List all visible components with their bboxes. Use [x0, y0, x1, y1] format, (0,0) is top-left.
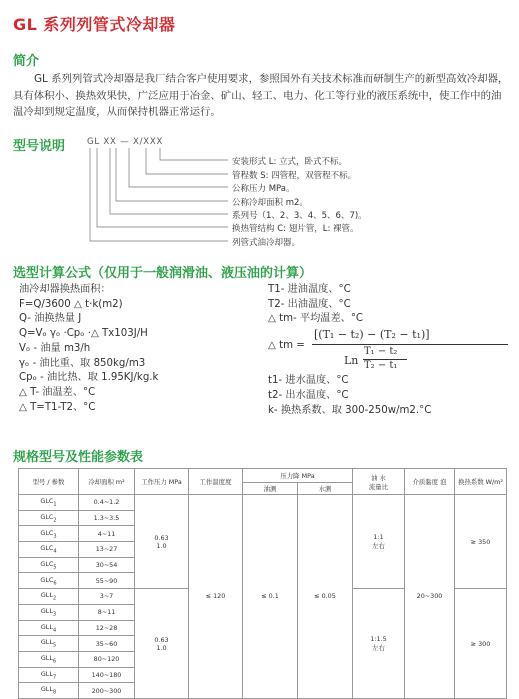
header-visc: 介质黏度 泡: [405, 469, 455, 495]
model-label-area: 公称冷却面积 m2。: [232, 198, 308, 208]
header-pressure: 工作压力 MPa: [135, 469, 189, 495]
model-label-series: 系列号（1、2、3、4、5、6、7)。: [232, 211, 367, 221]
header-ratio: 油 水 流量比: [353, 469, 405, 495]
intro-heading: 简介: [13, 54, 40, 69]
model-cell: $GLL_7$: [19, 667, 79, 683]
model-heading: 型号说明: [13, 139, 66, 154]
model-cell: $GLL_6$: [19, 651, 79, 667]
calc-line: Q- 油换热量 J: [19, 313, 82, 325]
page-title: GL 系列列管式冷却器: [13, 15, 176, 34]
calc-line: 油冷却器换热面积：: [19, 284, 111, 295]
model-cell: $GLL_4$: [19, 620, 79, 636]
calc-line: k- 换热系数、取 300-250w/m2.°C: [268, 405, 432, 416]
area-cell: 4~11: [79, 526, 135, 542]
calc-line: △ T- 油温差、°C: [19, 386, 96, 398]
calc-line: T2- 出油温度、°C: [268, 298, 351, 310]
model-code: GL XX — X/XXX: [87, 137, 164, 147]
calc-left-column: [19, 283, 158, 415]
header-area: 冷却面积 m²: [79, 469, 135, 495]
model-label-tube: 换热管结构 C: 翅片管，L: 裸管。: [232, 224, 359, 234]
header-temp: 工作温度度: [189, 469, 243, 495]
formula-numerator: [(T₁ − t₂) − (T₂ − t₁)]: [314, 328, 430, 341]
calc-right-top: [268, 283, 363, 327]
calc-line: △ T=T1-T2、°C: [19, 401, 96, 413]
calc-line: Cpₒ - 油比热、取 1.95KJ/kg.k: [19, 372, 159, 384]
intro-text: GL 系列列管式冷却器是我厂结合客户使用要求，参照国外有关技术标准而研制生产的新型高效冷却器，具有体积小、换热效果快，广泛应用于冶金、矿山、轻工、电力、化工等行业的液压系统中，使工作中的油温冷却到规定温度，从而保持机器正常运行。: [13, 73, 509, 118]
area-cell: 30~54: [79, 557, 135, 573]
formula-lhs: △ tm =: [268, 340, 305, 351]
spec-heading: 规格型号及性能参数表: [13, 450, 144, 465]
model-cell: $GLL_3$: [19, 604, 79, 620]
area-cell: 35~60: [79, 636, 135, 652]
model-cell: $GLL_8$: [19, 683, 79, 699]
formula-den-den: T₂ − t₁: [364, 360, 398, 371]
drop-oil-cell: ≤ 0.1: [243, 495, 298, 699]
area-cell: 13~27: [79, 542, 135, 558]
calc-line: Vₒ - 油量 m3/h: [19, 342, 91, 354]
header-drop-water: 水测: [298, 483, 353, 495]
model-cell: $GLC_6$: [19, 573, 79, 589]
model-diagram-lines: [0, 0, 519, 260]
area-cell: 12~28: [79, 620, 135, 636]
model-cell: $GLL_2$: [19, 589, 79, 605]
calc-line: F=Q/3600 △ t·k(m2): [19, 298, 123, 310]
model-cell: $GLC_2$: [19, 510, 79, 526]
model-cell: $GLC_1$: [19, 495, 79, 511]
header-drop-oil: 油测: [243, 483, 298, 495]
calc-right-bottom: [268, 374, 431, 419]
calc-line: γₒ - 油比重、取 850kg/m3: [19, 357, 146, 369]
area-cell: 8~11: [79, 604, 135, 620]
calc-heading: 选型计算公式（仅用于一般润滑油、液压油的计算）: [13, 266, 313, 281]
area-cell: 1.3~3.5: [79, 510, 135, 526]
model-label-passes: 管程数 S: 四管程，双管程不标。: [232, 171, 357, 181]
ratio-cell-group2: 1:1.5 左右: [353, 589, 405, 699]
temp-cell: ≤ 120: [189, 495, 243, 699]
calc-line: △ tm- 平均温差、°C: [268, 313, 364, 325]
pressure-cell-group2: 0.63 1.0: [135, 589, 189, 699]
calc-line: T1- 进油温度、°C: [268, 284, 351, 295]
model-label-pressure: 公称压力 MPa。: [232, 184, 295, 194]
drop-water-cell: ≤ 0.05: [298, 495, 353, 699]
area-cell: 140~180: [79, 667, 135, 683]
formula-ln: Ln: [344, 354, 359, 367]
spec-table: [18, 468, 507, 699]
coef-cell-group2: ≥ 300: [455, 589, 507, 699]
formula-bar: [312, 344, 508, 345]
model-label-install: 安装形式 L: 立式，卧式不标。: [232, 157, 348, 167]
calc-line: Q=Vₒ γₒ ·Cpₒ ·△ Tx103J/H: [19, 328, 148, 340]
model-cell: $GLC_5$: [19, 557, 79, 573]
formula-den-num: T₁ − t₂: [364, 346, 398, 357]
area-cell: 200~300: [79, 683, 135, 699]
pressure-cell-group1: 0.63 1.0: [135, 495, 189, 589]
visc-cell: 20~300: [405, 495, 455, 699]
model-cell: $GLC_3$: [19, 526, 79, 542]
area-cell: 80~120: [79, 651, 135, 667]
model-label-type: 列管式油冷却器。: [232, 238, 301, 248]
calc-line: t1- 进水温度、°C: [268, 375, 349, 386]
header-drop: 压力降 MPa: [243, 469, 353, 483]
coef-cell-group1: ≥ 350: [455, 495, 507, 589]
model-cell: $GLL_5$: [19, 636, 79, 652]
header-coef: 换热系数 W/m²: [455, 469, 507, 495]
area-cell: 3~7: [79, 589, 135, 605]
ratio-cell-group1: 1:1 左右: [353, 495, 405, 589]
header-model: 型号 / 参数: [19, 469, 79, 495]
calc-line: t2- 出水温度、°C: [268, 390, 349, 401]
area-cell: 55~90: [79, 573, 135, 589]
area-cell: 0.4~1.2: [79, 495, 135, 511]
model-cell: $GLC_4$: [19, 542, 79, 558]
